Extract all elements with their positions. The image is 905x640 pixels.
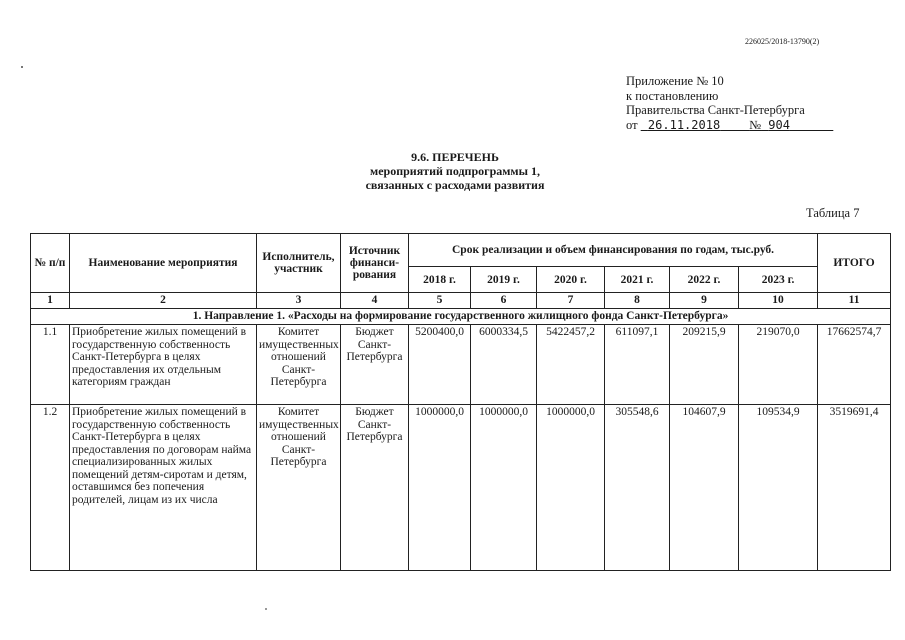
title-line: связанных с расходами развития (365, 178, 545, 192)
column-number: 9 (670, 293, 739, 309)
row-value-2018: 1000000,0 (409, 405, 471, 571)
table-label: Таблица 7 (806, 206, 860, 220)
header-executor: Исполнитель, участник (257, 234, 341, 293)
row-value-2022: 104607,9 (670, 405, 739, 571)
document-title (300, 150, 610, 192)
column-number: 6 (471, 293, 537, 309)
row-value-2018: 5200400,0 (409, 325, 471, 405)
column-number: 3 (257, 293, 341, 309)
row-num: 1.1 (31, 325, 70, 405)
header-source: Источник финанси-рования (341, 234, 409, 293)
row-source: Бюджет Санкт-Петербурга (341, 405, 409, 571)
row-value-2021: 611097,1 (605, 325, 670, 405)
row-executor: Комитет имущественных отношений Санкт-Петербурга (257, 405, 341, 571)
row-value-2020: 1000000,0 (537, 405, 605, 571)
header-year: 2018 г. (409, 267, 471, 293)
table-row (31, 325, 891, 405)
scan-speck (21, 66, 23, 68)
appendix-block (626, 74, 833, 132)
scan-speck (265, 608, 267, 610)
header-year: 2021 г. (605, 267, 670, 293)
row-value-2023: 219070,0 (739, 325, 818, 405)
column-number: 1 (31, 293, 70, 309)
column-number: 4 (341, 293, 409, 309)
title-line: мероприятий подпрограммы 1, (370, 164, 540, 178)
row-value-2019: 6000334,5 (471, 325, 537, 405)
decree-date: 26.11.2018 (647, 117, 721, 132)
row-executor: Комитет имущественных отношений Санкт-Петербурга (257, 325, 341, 405)
title-line: 9.6. ПЕРЕЧЕНЬ (411, 150, 499, 164)
column-number: 8 (605, 293, 670, 309)
row-num: 1.2 (31, 405, 70, 571)
column-number: 5 (409, 293, 471, 309)
header-total: ИТОГО (818, 234, 891, 293)
header-year: 2022 г. (670, 267, 739, 293)
row-total: 3519691,4 (818, 405, 891, 571)
row-value-2021: 305548,6 (605, 405, 670, 571)
row-value-2023: 109534,9 (739, 405, 818, 571)
appendix-date-line (626, 118, 833, 133)
header-period: Срок реализации и объем финансирования по годам, тыс.руб. (409, 234, 818, 267)
header-year: 2023 г. (739, 267, 818, 293)
row-value-2022: 209215,9 (670, 325, 739, 405)
appendix-line: Приложение № 10 (626, 74, 724, 88)
header-year: 2019 г. (471, 267, 537, 293)
row-total: 17662574,7 (818, 325, 891, 405)
from-label: от (626, 117, 638, 132)
column-number: 10 (739, 293, 818, 309)
row-name: Приобретение жилых помещений в государственную собственность Санкт-Петербурга в целях предоставления их отдельным категориям граждан (70, 325, 257, 405)
column-number: 2 (70, 293, 257, 309)
header-num: № п/п (31, 234, 70, 293)
number-label: № (749, 117, 762, 132)
column-number: 11 (818, 293, 891, 309)
row-value-2019: 1000000,0 (471, 405, 537, 571)
column-number: 7 (537, 293, 605, 309)
row-source: Бюджет Санкт-Петербурга (341, 325, 409, 405)
table-row (31, 405, 891, 571)
header-year: 2020 г. (537, 267, 605, 293)
events-table (30, 233, 891, 571)
header-name: Наименование мероприятия (70, 234, 257, 293)
document-number: 226025/2018-13790(2) (745, 37, 820, 46)
section-heading: 1. Направление 1. «Расходы на формирование государственного жилищного фонда Санкт-Петербурга» (31, 309, 891, 325)
row-name: Приобретение жилых помещений в государственную собственность Санкт-Петербурга в целях предоставления по договорам найма специализированных жилых помещений детям-сиротам и детям, оставшимся без попечения родителей, лицам из их числа (70, 405, 257, 571)
appendix-line: к постановлению (626, 88, 719, 103)
decree-number: 904 (768, 117, 790, 132)
row-value-2020: 5422457,2 (537, 325, 605, 405)
appendix-line: Правительства Санкт-Петербурга (626, 103, 805, 117)
